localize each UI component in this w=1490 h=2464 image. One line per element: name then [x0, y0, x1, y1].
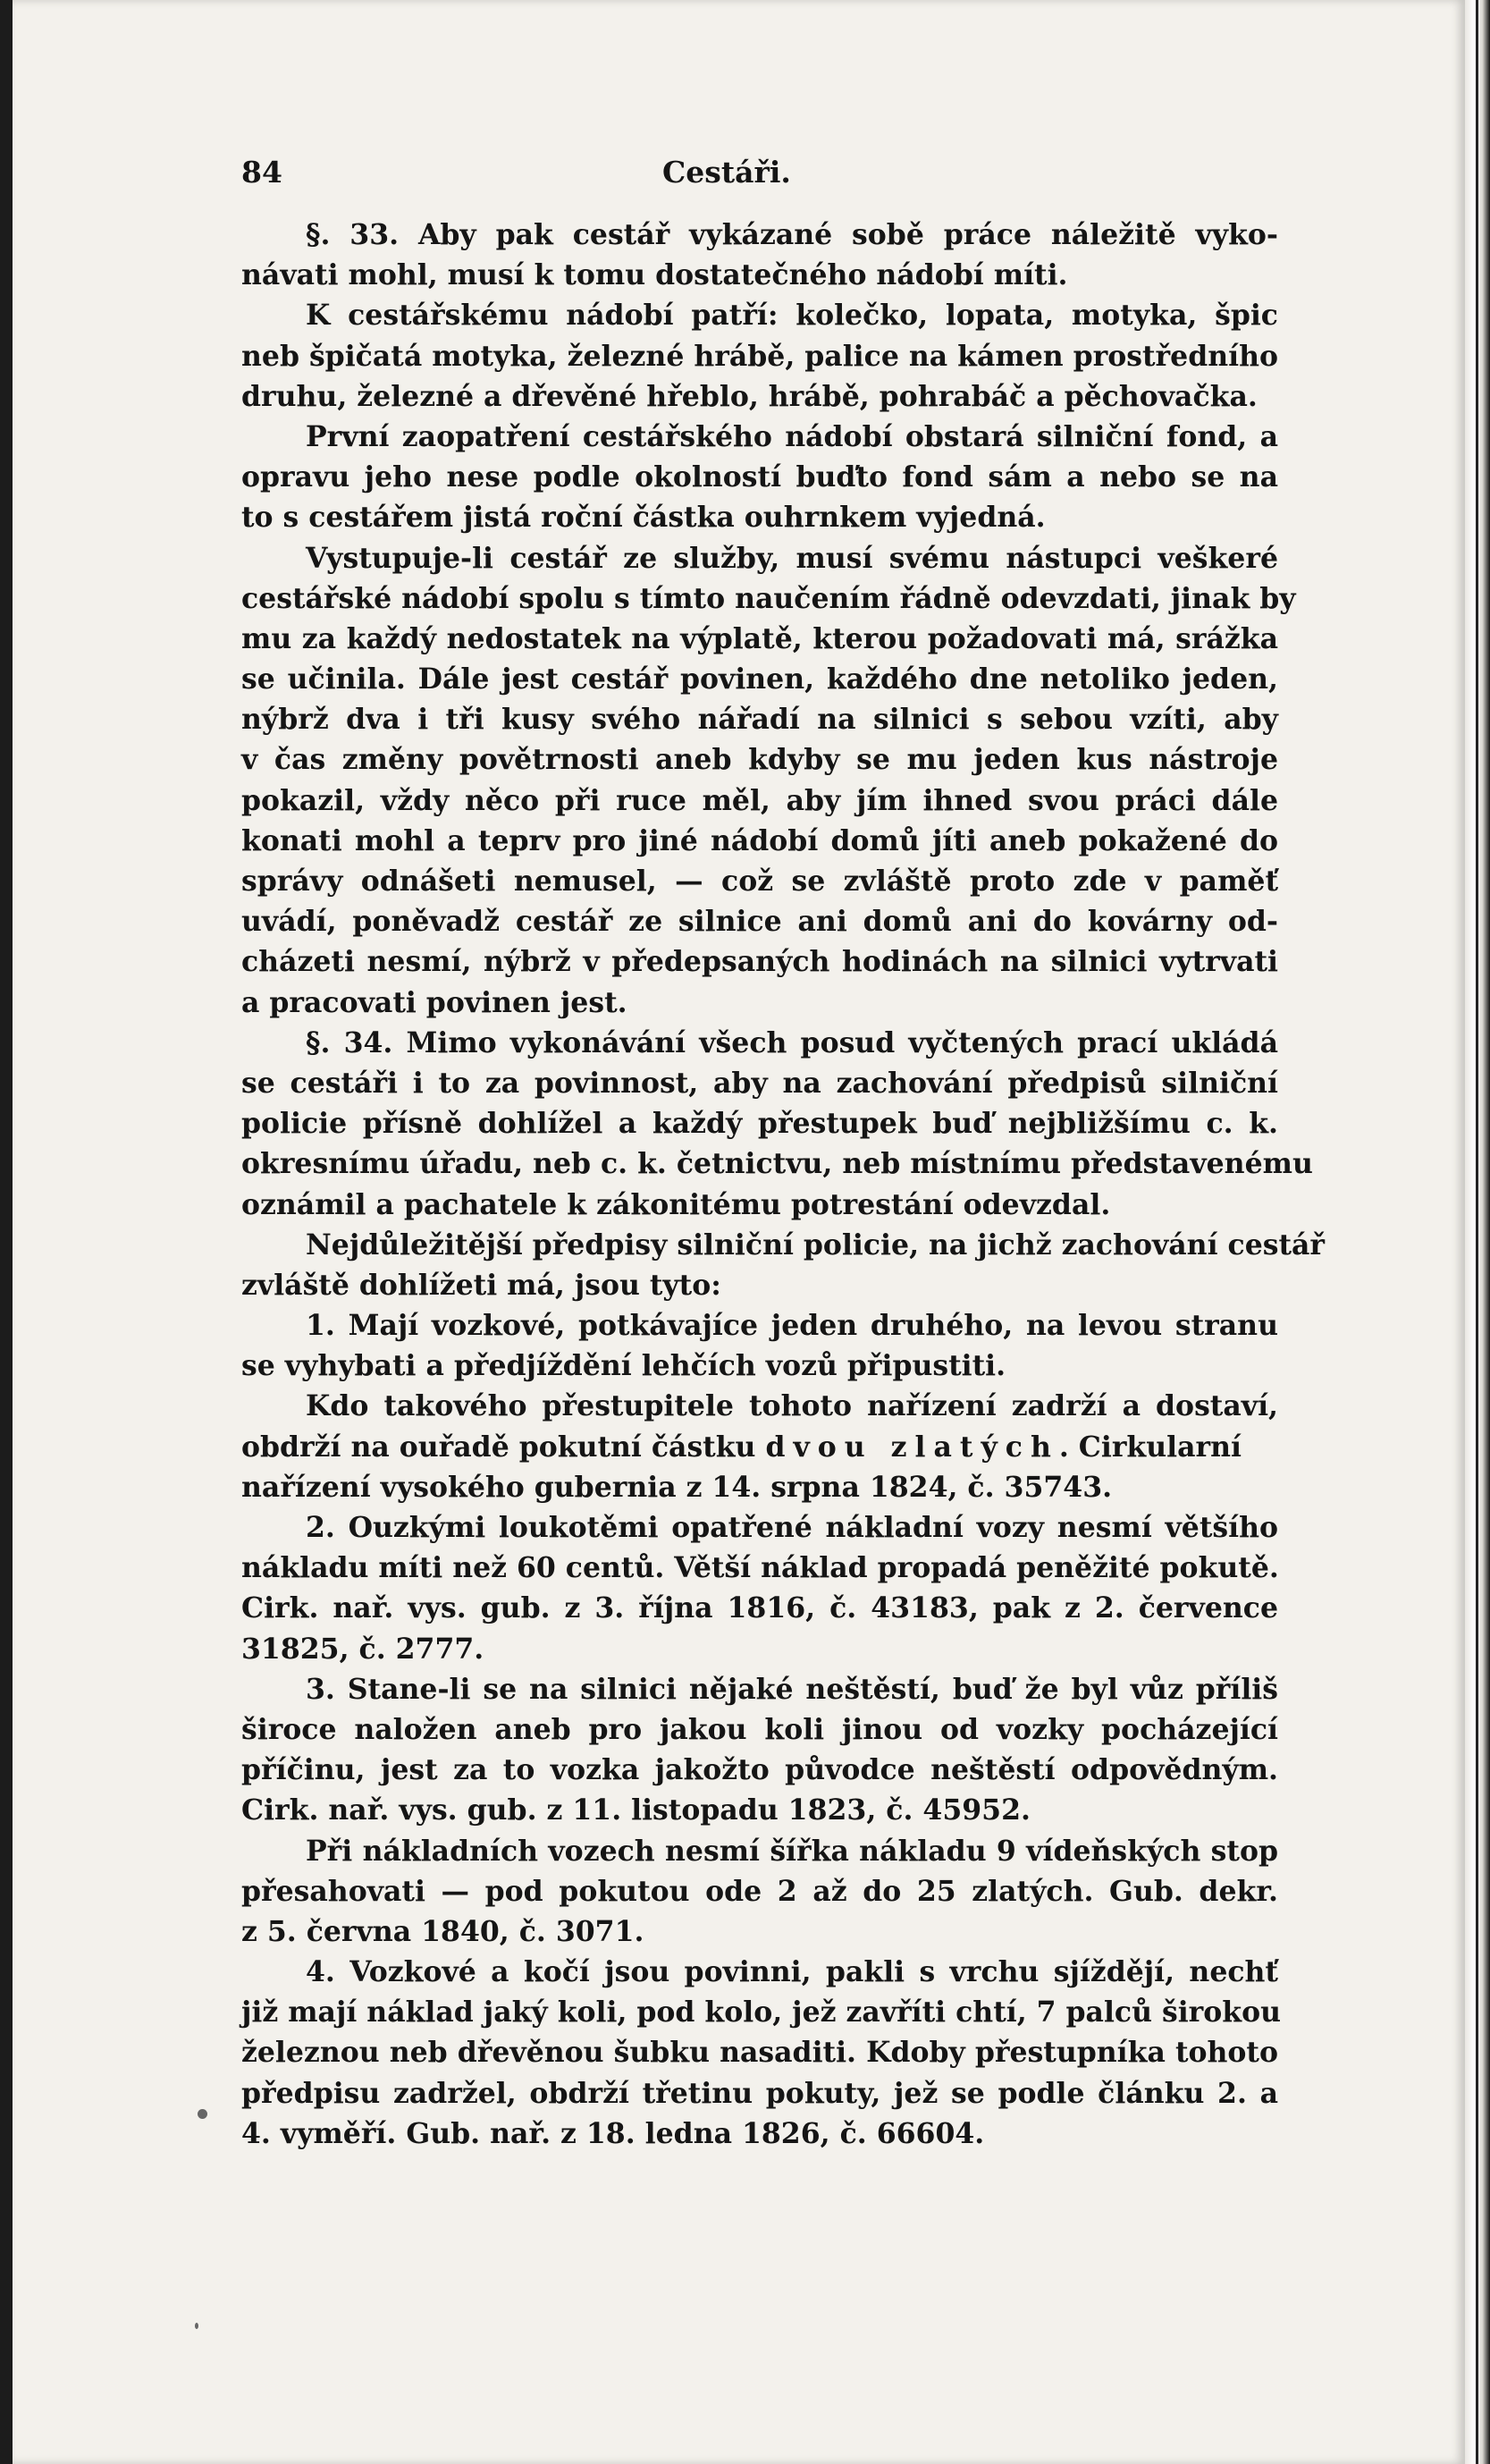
text-line: Cirk. nař. vys. gub. z 3. října 1816, č. 43183, pak z 2. července — [241, 1591, 1278, 1625]
text-line: §. 33. Aby pak cestář vykázané sobě práce náležitě vyko- — [306, 218, 1278, 251]
page-content — [241, 152, 1326, 2154]
text-line: neb špičatá motyka, železné hrábě, palice na kámen prostředního — [241, 339, 1278, 373]
text-line: mu za každý nedostatek na výplatě, kterou požadovati má, srážka — [241, 621, 1278, 655]
scan-edge — [1465, 0, 1490, 2464]
text-line: Cirk. nař. vys. gub. z 11. listopadu 1823, č. 45952. — [241, 1793, 1031, 1827]
text-line: Nejdůležitější předpisy silniční policie, na jichž zachování cestář — [306, 1228, 1326, 1262]
text-line: 31825, č. 2777. — [241, 1632, 484, 1666]
text-line: již mají náklad jaký koli, pod kolo, jež zavříti chtí, 7 palců širokou — [241, 1996, 1282, 2029]
text-line: druhu, železné a dřevěné hřeblo, hrábě, pohrabáč a pěchovačka. — [241, 379, 1258, 413]
text-line: železnou neb dřevěnou šubku nasaditi. Kdoby přestupníka tohoto — [241, 2036, 1278, 2070]
text-run: . Cirkularní — [1058, 1430, 1242, 1464]
page-number: 84 — [241, 155, 282, 190]
text-line: a pracovati povinen jest. — [241, 985, 627, 1019]
text-line: předpisu zadržel, obdrží třetinu pokuty, jež se podle článku 2. a — [241, 2076, 1278, 2110]
text-line: policie přísně dohlížel a každý přestupek buď nejbližšímu c. k. — [241, 1107, 1278, 1141]
text-line: 4. Vozkové a kočí jsou povinni, pakli s vrchu sjíždějí, nechť — [306, 1955, 1278, 1989]
text-line: se vyhybati a předjíždění lehčích vozů připustiti. — [241, 1349, 1006, 1383]
text-line: z 5. června 1840, č. 3071. — [241, 1914, 644, 1948]
text-line: zvláště dohlížeti má, jsou tyto: — [241, 1268, 721, 1302]
text-line: Kdo takového přestupitele tohoto nařízení zadrží a dostaví, — [306, 1389, 1278, 1423]
text-line: přesahovati — pod pokutou ode 2 až do 25 zlatých. Gub. dekr. — [241, 1874, 1278, 1908]
text-line: okresnímu úřadu, neb c. k. četnictvu, neb místnímu představenému — [241, 1147, 1313, 1181]
text-line: pokazil, vždy něco při ruce měl, aby jím ihned svou práci dále — [241, 783, 1278, 817]
text-line: První zaopatření cestářského nádobí obstará silniční fond, a — [306, 419, 1278, 453]
text-line: nařízení vysokého gubernia z 14. srpna 1824, č. 35743. — [241, 1470, 1113, 1504]
text-line: příčinu, jest za to vozka jakožto původce neštěstí odpovědným. — [241, 1753, 1278, 1787]
text-line: §. 34. Mimo vykonávání všech posud vyčtených prací ukládá — [306, 1025, 1278, 1059]
text-line: se cestáři i to za povinnost, aby na zachování předpisů silniční — [241, 1066, 1278, 1100]
text-line: to s cestářem jistá roční částka ouhrnkem vyjedná. — [241, 501, 1046, 535]
text-line: Vystupuje-li cestář ze služby, musí svému nástupci veškeré — [306, 541, 1278, 575]
text-line: cházeti nesmí, nýbrž v předepsaných hodinách na silnici vytrvati — [241, 945, 1278, 979]
text-line: nákladu míti než 60 centů. Větší náklad propadá peněžité pokutě. — [241, 1551, 1279, 1585]
text-line: Při nákladních vozech nesmí šířka nákladu 9 vídeňských stop — [306, 1834, 1278, 1868]
text-line: opravu jeho nese podle okolností buďto fond sám a nebo se na — [241, 460, 1278, 494]
text-line: 1. Mají vozkové, potkávajíce jeden druhého, na levou stranu — [306, 1309, 1278, 1343]
text-line: 3. Stane-li se na silnici nějaké neštěstí, buď že byl vůz příliš — [306, 1672, 1278, 1706]
text-line: správy odnášeti nemusel, — což se zvláště proto zde v paměť — [241, 865, 1278, 898]
text-line: v čas změny povětrnosti aneb kdyby se mu jeden kus nástroje — [241, 743, 1278, 777]
text-line: 2. Ouzkými loukotěmi opatřené nákladní vozy nesmí většího — [306, 1511, 1278, 1544]
text-run: obdrží na ouřadě pokutní částku — [241, 1430, 766, 1464]
text-line: široce naložen aneb pro jakou koli jinou od vozky pocházející — [241, 1712, 1278, 1746]
scan-speck — [198, 2109, 207, 2119]
text-line: se učinila. Dále jest cestář povinen, každého dne netoliko jeden, — [241, 662, 1278, 696]
text-line: oznámil a pachatele k zákonitému potrestání odevzdal. — [241, 1187, 1111, 1221]
text-line: konati mohl a teprv pro jiné nádobí domů jíti aneb pokažené do — [241, 823, 1278, 857]
text-line: uvádí, poněvadž cestář ze silnice ani domů ani do kovárny od- — [241, 905, 1278, 939]
text-line: 4. vyměří. Gub. nař. z 18. ledna 1826, č. 66604. — [241, 2116, 985, 2150]
scan-speck — [195, 2323, 198, 2329]
text-line: cestářské nádobí spolu s tímto naučením řádně odevzdati, jinak by — [241, 581, 1296, 615]
text-line: návati mohl, musí k tomu dostatečného nádobí míti. — [241, 258, 1068, 292]
page-header — [241, 152, 1278, 215]
emphasized-amount: dvou zlatých — [765, 1430, 1059, 1464]
text-line — [241, 1427, 1278, 1467]
text-line: K cestářskému nádobí patří: kolečko, lopata, motyka, špic — [306, 299, 1278, 333]
running-head: Cestáři. — [662, 155, 791, 190]
text-line: nýbrž dva i tři kusy svého nářadí na silnici s sebou vzíti, aby — [241, 703, 1278, 737]
